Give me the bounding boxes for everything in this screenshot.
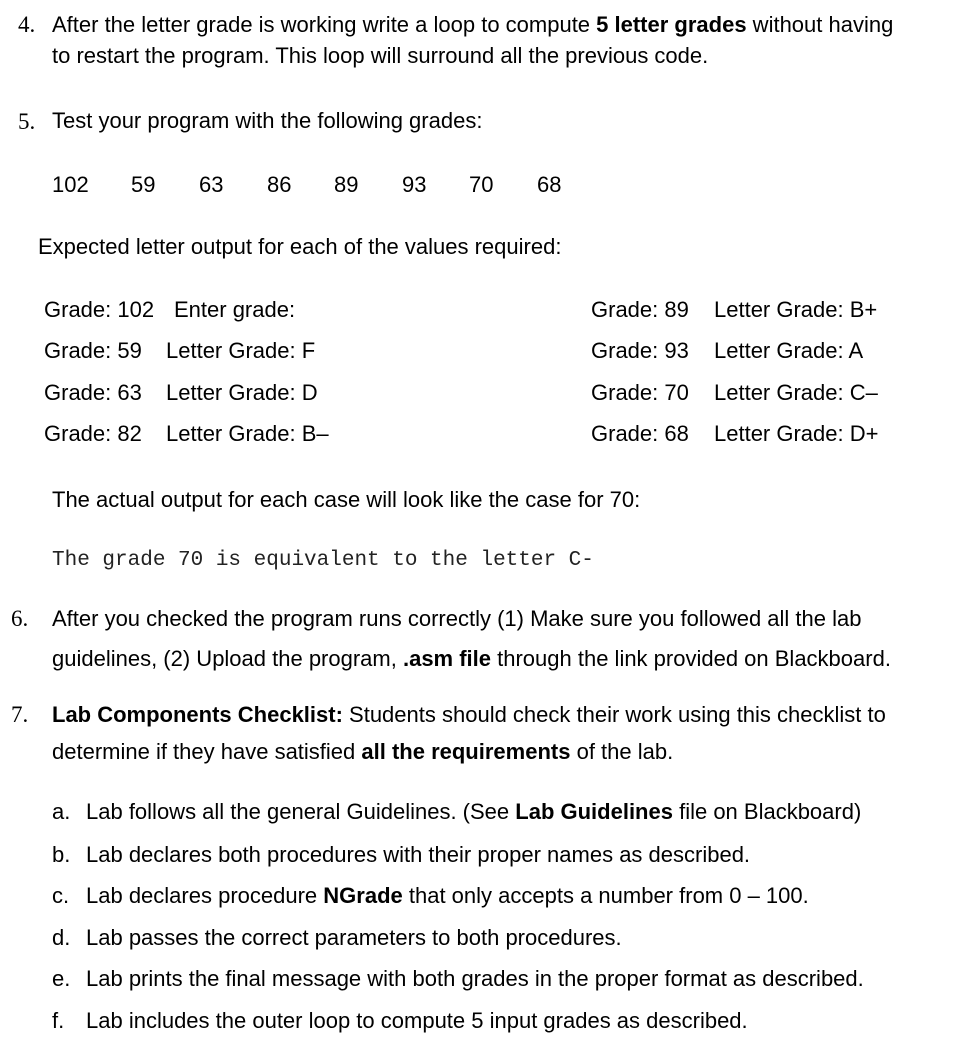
checklist-text: Lab follows all the general Guidelines. (See	[86, 799, 516, 824]
expected-grade: Grade: 70	[591, 380, 689, 405]
checklist-item	[86, 1010, 748, 1032]
item-4-bold: 5 letter grades	[596, 12, 747, 37]
item-7-text-2: determine if they have satisfied	[52, 739, 362, 764]
grade-value: 102	[52, 172, 89, 197]
item-7-text-2-end: of the lab.	[570, 739, 674, 764]
actual-output-text: The actual output for each case will look like the case for 70:	[52, 487, 641, 512]
grade-value: 86	[267, 172, 292, 197]
expected-letter: Letter Grade: B+	[714, 297, 878, 322]
checklist-text: Lab includes the outer loop to compute 5 input grades as described.	[86, 1008, 748, 1033]
checklist-item	[86, 844, 750, 866]
expected-letter: Letter Grade: D+	[714, 421, 879, 446]
item-4-number: 4.	[18, 12, 36, 37]
item-4-line-1	[52, 14, 893, 36]
expected-grade: Grade: 89	[591, 297, 689, 322]
expected-grade: Grade: 102	[44, 297, 155, 322]
grade-value: 93	[402, 172, 427, 197]
grade-value: 68	[537, 172, 562, 197]
checklist-item	[86, 801, 861, 823]
expected-grade: Grade: 68	[591, 421, 689, 446]
checklist-text-end: that only accepts a number from 0 – 100.	[402, 883, 809, 908]
expected-heading: Expected letter output for each of the values required:	[38, 234, 562, 259]
expected-letter: Letter Grade: A	[714, 338, 864, 363]
checklist-text: Lab passes the correct parameters to both procedures.	[86, 925, 622, 950]
expected-grade: Grade: 63	[44, 380, 142, 405]
checklist-bold: Lab Guidelines	[515, 799, 673, 824]
expected-letter: Letter Grade: D	[166, 380, 318, 405]
checklist-text: Lab declares procedure	[86, 883, 324, 908]
checklist-text: Lab prints the final message with both grades in the proper format as described.	[86, 966, 864, 991]
item-7-bold: Lab Components Checklist:	[52, 702, 343, 727]
expected-grade: Grade: 59	[44, 338, 142, 363]
item-7-line-2	[52, 741, 673, 763]
checklist-marker: d.	[52, 925, 71, 950]
expected-grade: Grade: 82	[44, 421, 142, 446]
expected-letter: Letter Grade: F	[166, 338, 316, 363]
checklist-marker: e.	[52, 966, 71, 991]
expected-letter: Letter Grade: B–	[166, 421, 329, 446]
item-7-bold-2: all the requirements	[361, 739, 571, 764]
item-6-line-2	[52, 648, 891, 670]
item-6-text: guidelines, (2) Upload the program,	[52, 646, 403, 671]
grade-value: 70	[469, 172, 494, 197]
item-4-line-2: to restart the program. This loop will surround all the previous code.	[52, 43, 709, 68]
expected-letter: Enter grade:	[174, 297, 296, 322]
item-6-text-end: through the link provided on Blackboard.	[491, 646, 891, 671]
checklist-item	[86, 927, 622, 949]
checklist-marker: a.	[52, 799, 71, 824]
checklist-marker: f.	[52, 1008, 65, 1033]
item-5-text: Test your program with the following grades:	[52, 108, 483, 133]
checklist-item	[86, 885, 809, 907]
item-5-number: 5.	[18, 109, 36, 134]
item-7-number: 7.	[11, 702, 29, 727]
expected-letter: Letter Grade: C–	[714, 380, 878, 405]
checklist-bold: NGrade	[323, 883, 403, 908]
grade-value: 63	[199, 172, 224, 197]
item-6-line-1: After you checked the program runs correctly (1) Make sure you followed all the lab	[52, 606, 862, 631]
actual-output-code: The grade 70 is equivalent to the letter C-	[52, 549, 594, 572]
grade-value: 89	[334, 172, 359, 197]
checklist-text: Lab declares both procedures with their proper names as described.	[86, 842, 751, 867]
item-7-text: Students should check their work using this checklist to	[342, 702, 886, 727]
grade-value: 59	[131, 172, 156, 197]
checklist-text-end: file on Blackboard)	[672, 799, 862, 824]
expected-grade: Grade: 93	[591, 338, 689, 363]
checklist-item	[86, 968, 864, 990]
item-7-line-1	[52, 704, 886, 726]
item-6-number: 6.	[11, 606, 29, 631]
checklist-marker: b.	[52, 842, 71, 867]
checklist-marker: c.	[52, 883, 70, 908]
item-4-text: After the letter grade is working write a loop to compute	[52, 12, 597, 37]
item-6-bold: .asm file	[402, 646, 492, 671]
item-4-text-end: without having	[746, 12, 894, 37]
